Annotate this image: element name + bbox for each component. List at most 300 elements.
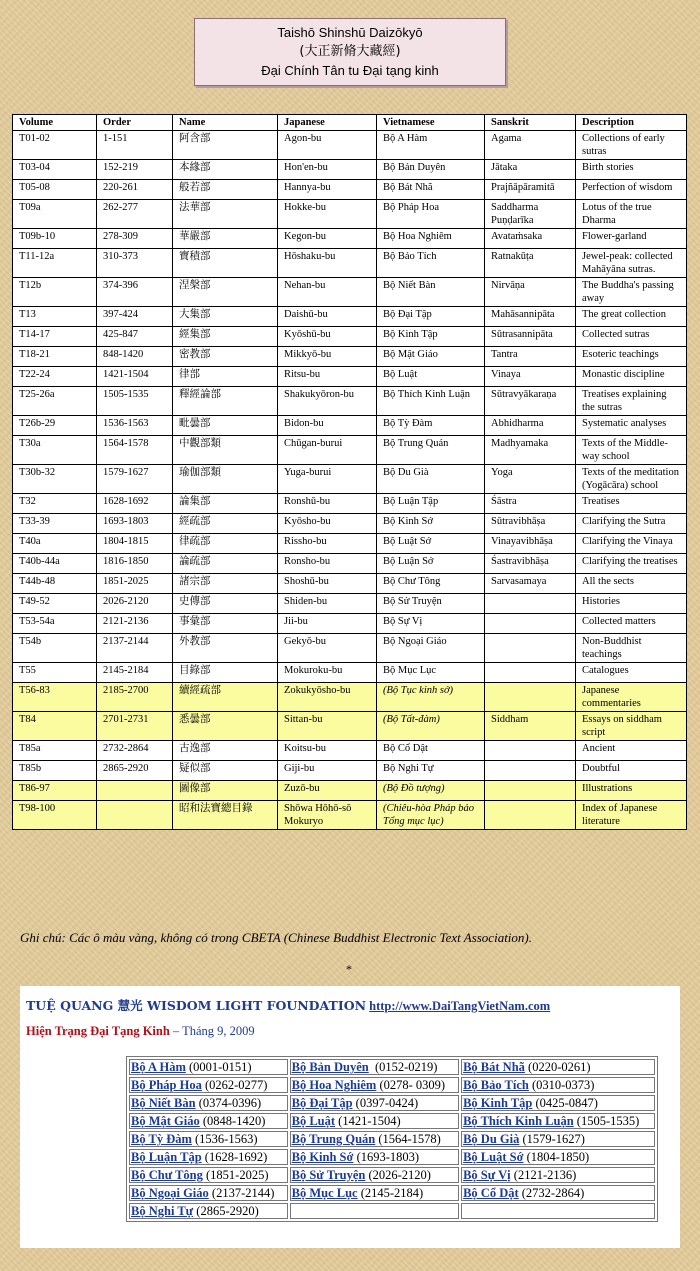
cell-japanese: Gekyō-bu xyxy=(278,634,377,663)
index-row xyxy=(129,1167,655,1183)
cell-volume: T56-83 xyxy=(13,683,97,712)
cell-order: 2701-2731 xyxy=(97,712,173,741)
cell-order: 2145-2184 xyxy=(97,663,173,683)
table-row xyxy=(13,634,687,663)
cell-volume: T26b-29 xyxy=(13,416,97,436)
index-link[interactable]: Bộ Luật Sớ xyxy=(463,1150,524,1164)
cell-volume: T18-21 xyxy=(13,347,97,367)
index-link[interactable]: Bộ Niết Bàn xyxy=(131,1096,196,1110)
cell-description: Clarifying the Sutra xyxy=(576,514,687,534)
index-row xyxy=(129,1095,655,1111)
index-cell xyxy=(129,1203,288,1219)
index-cell xyxy=(461,1149,655,1165)
cell-vietnamese: Bộ Bát Nhã xyxy=(377,180,485,200)
cell-sanskrit: Sūtrasannipāta xyxy=(485,327,576,347)
index-link[interactable]: Bộ Pháp Hoa xyxy=(131,1078,202,1092)
cell-description: Doubtful xyxy=(576,761,687,781)
cell-order: 1579-1627 xyxy=(97,465,173,494)
cell-order: 1-151 xyxy=(97,131,173,160)
index-table xyxy=(126,1056,658,1222)
cell-sanskrit: Saddharma Puṇḍarīka xyxy=(485,200,576,229)
cell-volume: T13 xyxy=(13,307,97,327)
cell-name: 中觀部類 xyxy=(173,436,278,465)
cell-volume: T09a xyxy=(13,200,97,229)
index-range: (0220-0261) xyxy=(524,1060,591,1074)
cell-volume: T30a xyxy=(13,436,97,465)
table-row xyxy=(13,200,687,229)
index-range: (1804-1850) xyxy=(523,1150,590,1164)
index-range: (0425-0847) xyxy=(532,1096,598,1110)
cell-volume: T05-08 xyxy=(13,180,97,200)
index-range: (2137-2144) xyxy=(208,1186,275,1200)
cell-name: 論集部 xyxy=(173,494,278,514)
index-cell xyxy=(129,1167,288,1183)
cell-sanskrit xyxy=(485,614,576,634)
index-cell xyxy=(129,1077,288,1093)
cell-description: The great collection xyxy=(576,307,687,327)
cell-description: Essays on siddham script xyxy=(576,712,687,741)
index-cell xyxy=(129,1149,288,1165)
cell-sanskrit: Jātaka xyxy=(485,160,576,180)
cell-order: 1816-1850 xyxy=(97,554,173,574)
cell-japanese: Mokuroku-bu xyxy=(278,663,377,683)
index-link[interactable]: Bộ Bát Nhã xyxy=(463,1060,525,1074)
index-link[interactable]: Bộ Luận Tập xyxy=(131,1150,202,1164)
cell-vietnamese: (Bộ Tục kinh sớ) xyxy=(377,683,485,712)
cell-name: 目錄部 xyxy=(173,663,278,683)
cell-vietnamese: Bộ Bản Duyên xyxy=(377,160,485,180)
cell-order: 2026-2120 xyxy=(97,594,173,614)
cell-order: 1804-1815 xyxy=(97,534,173,554)
cell-japanese: Hōshaku-bu xyxy=(278,249,377,278)
index-cell xyxy=(290,1059,459,1075)
cell-vietnamese: (Bộ Tất-đàm) xyxy=(377,712,485,741)
cell-vietnamese: Bộ Sử Truyện xyxy=(377,594,485,614)
title-box xyxy=(194,18,506,86)
cell-name: 本緣部 xyxy=(173,160,278,180)
cell-sanskrit xyxy=(485,683,576,712)
index-cell xyxy=(129,1113,288,1129)
cell-description: Ancient xyxy=(576,741,687,761)
cell-sanskrit: Prajñāpāramitā xyxy=(485,180,576,200)
index-range: (2026-2120) xyxy=(365,1168,431,1182)
index-cell xyxy=(461,1203,655,1219)
cell-japanese: Zuzō-bu xyxy=(278,781,377,801)
index-link[interactable]: Bộ Bảo Tích xyxy=(463,1078,529,1092)
cell-vietnamese: (Chiêu-hòa Pháp bảo Tổng mục lục) xyxy=(377,801,485,830)
cell-japanese: Hon'en-bu xyxy=(278,160,377,180)
cell-japanese: Jii-bu xyxy=(278,614,377,634)
index-cell xyxy=(461,1167,655,1183)
cell-japanese: Ronsho-bu xyxy=(278,554,377,574)
table-row xyxy=(13,574,687,594)
index-row xyxy=(129,1149,655,1165)
cell-description: The Buddha's passing away xyxy=(576,278,687,307)
cell-sanskrit: Sūtravibhāṣa xyxy=(485,514,576,534)
cell-description: Flower-garland xyxy=(576,229,687,249)
cell-vietnamese: Bộ Pháp Hoa xyxy=(377,200,485,229)
index-cell xyxy=(129,1095,288,1111)
foundation-panel xyxy=(20,986,680,1248)
index-link[interactable]: Bộ Kinh Tập xyxy=(463,1096,533,1110)
cell-sanskrit: Siddham xyxy=(485,712,576,741)
table-header-row xyxy=(13,115,687,131)
cell-order: 374-396 xyxy=(97,278,173,307)
cell-description: Illustrations xyxy=(576,781,687,801)
cell-vietnamese: Bộ Mật Giáo xyxy=(377,347,485,367)
foundation-url-link[interactable]: http://www.DaiTangVietNam.com xyxy=(369,999,551,1013)
cell-vietnamese: Bộ Cổ Dật xyxy=(377,741,485,761)
cell-description: Texts of the Middle-way school xyxy=(576,436,687,465)
cell-description: Treatises explaining the sutras xyxy=(576,387,687,416)
table-row xyxy=(13,347,687,367)
column-header: Description xyxy=(576,115,687,131)
index-link[interactable]: Bộ Thích Kinh Luận xyxy=(463,1114,574,1128)
cell-description: Perfection of wisdom xyxy=(576,180,687,200)
status-line xyxy=(26,1024,255,1039)
table-row xyxy=(13,761,687,781)
index-link[interactable]: Bộ Mật Giáo xyxy=(131,1114,200,1128)
cell-sanskrit: Vinaya xyxy=(485,367,576,387)
cell-japanese: Shakukyōron-bu xyxy=(278,387,377,416)
cell-volume: T01-02 xyxy=(13,131,97,160)
cell-order xyxy=(97,801,173,830)
cell-name: 諸宗部 xyxy=(173,574,278,594)
cell-japanese: Giji-bu xyxy=(278,761,377,781)
table-row xyxy=(13,741,687,761)
cell-volume: T98-100 xyxy=(13,801,97,830)
cell-vietnamese: Bộ Mục Lục xyxy=(377,663,485,683)
index-range: (1851-2025) xyxy=(202,1168,269,1182)
index-link[interactable]: Bộ Tỳ Đàm xyxy=(131,1132,192,1146)
cell-japanese: Sittan-bu xyxy=(278,712,377,741)
index-row xyxy=(129,1059,655,1075)
cell-vietnamese: Bộ Chư Tông xyxy=(377,574,485,594)
cell-description: Systematic analyses xyxy=(576,416,687,436)
cell-vietnamese: Bộ A Hàm xyxy=(377,131,485,160)
index-range: (2145-2184) xyxy=(357,1186,424,1200)
cell-vietnamese: Bộ Ngoại Giáo xyxy=(377,634,485,663)
cell-volume: T03-04 xyxy=(13,160,97,180)
table-row xyxy=(13,712,687,741)
cell-vietnamese: Bộ Luật xyxy=(377,367,485,387)
cell-name: 經疏部 xyxy=(173,514,278,534)
index-range: (0152-0219) xyxy=(368,1060,438,1074)
cell-japanese: Shōwa Hōhō-sō Mokuryo xyxy=(278,801,377,830)
cell-order: 2732-2864 xyxy=(97,741,173,761)
table-row xyxy=(13,367,687,387)
table-row xyxy=(13,180,687,200)
cell-description: Collected matters xyxy=(576,614,687,634)
index-range: (0278- 0309) xyxy=(376,1078,446,1092)
cell-vietnamese: (Bộ Đồ tượng) xyxy=(377,781,485,801)
cell-name: 密教部 xyxy=(173,347,278,367)
index-link[interactable]: Bộ Trung Quán xyxy=(291,1132,376,1146)
cell-vietnamese: Bộ Niết Bàn xyxy=(377,278,485,307)
cell-sanskrit: Śāstra xyxy=(485,494,576,514)
cell-sanskrit: Abhidharma xyxy=(485,416,576,436)
cell-sanskrit: Ratnakūṭa xyxy=(485,249,576,278)
cell-description: Jewel-peak: collected Mahāyāna sutras. xyxy=(576,249,687,278)
cell-vietnamese: Bộ Trung Quán xyxy=(377,436,485,465)
title-kanji: (大正新脩大藏經) xyxy=(299,44,401,59)
cell-vietnamese: Bộ Kinh Sớ xyxy=(377,514,485,534)
index-cell xyxy=(461,1185,655,1201)
cell-sanskrit xyxy=(485,594,576,614)
cell-sanskrit: Śastravibhāṣa xyxy=(485,554,576,574)
cell-japanese: Hannya-bu xyxy=(278,180,377,200)
cell-name: 律部 xyxy=(173,367,278,387)
index-range: (1564-1578) xyxy=(375,1132,441,1146)
cell-order: 848-1420 xyxy=(97,347,173,367)
table-row xyxy=(13,160,687,180)
cell-volume: T22-24 xyxy=(13,367,97,387)
index-range: (0397-0424) xyxy=(352,1096,419,1110)
cell-name: 法華部 xyxy=(173,200,278,229)
cell-vietnamese: Bộ Bảo Tích xyxy=(377,249,485,278)
cell-sanskrit xyxy=(485,663,576,683)
cell-volume: T25-26a xyxy=(13,387,97,416)
cell-volume: T09b-10 xyxy=(13,229,97,249)
index-range: (0374-0396) xyxy=(195,1096,262,1110)
column-header: Name xyxy=(173,115,278,131)
index-row xyxy=(129,1131,655,1147)
cell-name: 大集部 xyxy=(173,307,278,327)
foundation-name: TUỆ QUANG 慧光 WISDOM LIGHT FOUNDATION xyxy=(26,998,367,1013)
column-header: Sanskrit xyxy=(485,115,576,131)
cell-japanese: Nehan-bu xyxy=(278,278,377,307)
cell-volume: T49-52 xyxy=(13,594,97,614)
index-link[interactable]: Bộ Mục Lục xyxy=(291,1186,358,1200)
canon-table xyxy=(12,114,687,830)
index-row xyxy=(129,1203,655,1219)
cell-description: Lotus of the true Dharma xyxy=(576,200,687,229)
table-row xyxy=(13,278,687,307)
title-vietnamese: Đại Chính Tân tu Đại tạng kinh xyxy=(261,63,439,78)
cell-order: 2865-2920 xyxy=(97,761,173,781)
index-cell xyxy=(129,1185,288,1201)
table-row xyxy=(13,514,687,534)
index-cell xyxy=(290,1113,459,1129)
cell-vietnamese: Bộ Nghi Tự xyxy=(377,761,485,781)
cell-name: 瑜伽部類 xyxy=(173,465,278,494)
cell-order: 262-277 xyxy=(97,200,173,229)
cell-japanese: Yuga-burui xyxy=(278,465,377,494)
cell-order: 1505-1535 xyxy=(97,387,173,416)
cell-order: 1628-1692 xyxy=(97,494,173,514)
cell-volume: T53-54a xyxy=(13,614,97,634)
index-link[interactable]: Bộ Kinh Sớ xyxy=(291,1150,354,1164)
table-row xyxy=(13,327,687,347)
cell-description: Collections of early sutras xyxy=(576,131,687,160)
index-link[interactable]: Bộ Đại Tập xyxy=(291,1096,353,1110)
index-cell xyxy=(290,1077,459,1093)
status-title: Hiện Trạng Đại Tạng Kinh xyxy=(26,1024,170,1038)
cell-japanese: Mikkyō-bu xyxy=(278,347,377,367)
cell-sanskrit: Sūtravyākaraṇa xyxy=(485,387,576,416)
cell-volume: T84 xyxy=(13,712,97,741)
cell-vietnamese: Bộ Kinh Tập xyxy=(377,327,485,347)
index-cell xyxy=(290,1167,459,1183)
cell-order: 278-309 xyxy=(97,229,173,249)
table-row xyxy=(13,465,687,494)
index-row xyxy=(129,1185,655,1201)
index-link[interactable]: Bộ Bản Duyên xyxy=(291,1060,369,1074)
index-link[interactable]: Bộ Du Già xyxy=(463,1132,520,1146)
cell-name: 續經疏部 xyxy=(173,683,278,712)
cell-japanese: Ronshū-bu xyxy=(278,494,377,514)
cell-volume: T14-17 xyxy=(13,327,97,347)
cell-order: 1536-1563 xyxy=(97,416,173,436)
cell-name: 昭和法寶總目錄 xyxy=(173,801,278,830)
cell-japanese: Shiden-bu xyxy=(278,594,377,614)
column-header: Order xyxy=(97,115,173,131)
cell-volume: T55 xyxy=(13,663,97,683)
index-link[interactable]: Bộ Cổ Dật xyxy=(463,1186,519,1200)
index-range: (1421-1504) xyxy=(335,1114,401,1128)
index-link[interactable]: Bộ Sự Vị xyxy=(463,1168,511,1182)
index-cell xyxy=(461,1059,655,1075)
cell-sanskrit: Madhyamaka xyxy=(485,436,576,465)
index-cell xyxy=(290,1203,459,1219)
cell-sanskrit: Mahāsannipāta xyxy=(485,307,576,327)
index-link[interactable]: Bộ A Hàm xyxy=(131,1060,186,1074)
cell-name: 事彙部 xyxy=(173,614,278,634)
cell-volume: T11-12a xyxy=(13,249,97,278)
index-range: (2865-2920) xyxy=(193,1204,259,1218)
table-row xyxy=(13,614,687,634)
index-link[interactable]: Bộ Sử Truyện xyxy=(291,1168,366,1182)
cell-description: Index of Japanese literature xyxy=(576,801,687,830)
table-row xyxy=(13,436,687,465)
cell-name: 悉曇部 xyxy=(173,712,278,741)
cell-sanskrit xyxy=(485,781,576,801)
cell-order: 425-847 xyxy=(97,327,173,347)
cell-description: Birth stories xyxy=(576,160,687,180)
cell-japanese: Rissho-bu xyxy=(278,534,377,554)
cell-japanese: Hokke-bu xyxy=(278,200,377,229)
cell-sanskrit xyxy=(485,761,576,781)
cell-order xyxy=(97,781,173,801)
index-cell xyxy=(129,1131,288,1147)
cell-volume: T32 xyxy=(13,494,97,514)
index-range: (2121-2136) xyxy=(510,1168,577,1182)
cell-name: 律疏部 xyxy=(173,534,278,554)
cell-name: 外教部 xyxy=(173,634,278,663)
cell-sanskrit: Vinayavibhāṣa xyxy=(485,534,576,554)
table-row xyxy=(13,131,687,160)
cell-order: 1421-1504 xyxy=(97,367,173,387)
cell-order: 2137-2144 xyxy=(97,634,173,663)
cell-order: 220-261 xyxy=(97,180,173,200)
cell-description: Catalogues xyxy=(576,663,687,683)
cell-japanese: Zokukyōsho-bu xyxy=(278,683,377,712)
table-row xyxy=(13,594,687,614)
cell-description: Texts of the meditation (Yogācāra) school xyxy=(576,465,687,494)
cell-name: 毗曇部 xyxy=(173,416,278,436)
cell-description: All the sects xyxy=(576,574,687,594)
cell-sanskrit xyxy=(485,741,576,761)
cell-volume: T40a xyxy=(13,534,97,554)
index-range: (1693-1803) xyxy=(353,1150,420,1164)
cell-sanskrit: Avataṁsaka xyxy=(485,229,576,249)
cell-order: 397-424 xyxy=(97,307,173,327)
cell-japanese: Daishū-bu xyxy=(278,307,377,327)
cell-sanskrit: Yoga xyxy=(485,465,576,494)
cell-volume: T44b-48 xyxy=(13,574,97,594)
table-row xyxy=(13,387,687,416)
index-cell xyxy=(461,1095,655,1111)
cell-vietnamese: Bộ Luận Sớ xyxy=(377,554,485,574)
index-link[interactable]: Bộ Hoa Nghiêm xyxy=(291,1078,377,1092)
cell-sanskrit: Agama xyxy=(485,131,576,160)
index-link[interactable]: Bộ Chư Tông xyxy=(131,1168,203,1182)
cell-vietnamese: Bộ Luận Tập xyxy=(377,494,485,514)
cell-vietnamese: Bộ Đại Tập xyxy=(377,307,485,327)
cell-sanskrit: Sarvasamaya xyxy=(485,574,576,594)
cell-japanese: Koitsu-bu xyxy=(278,741,377,761)
cell-volume: T40b-44a xyxy=(13,554,97,574)
cell-description: Clarifying the treatises xyxy=(576,554,687,574)
foundation-line xyxy=(26,996,550,1014)
index-range: (1579-1627) xyxy=(519,1132,585,1146)
index-range: (1628-1692) xyxy=(201,1150,268,1164)
cell-volume: T30b-32 xyxy=(13,465,97,494)
title-romaji: Taishō Shinshū Daizōkyō xyxy=(277,25,423,40)
cell-name: 華嚴部 xyxy=(173,229,278,249)
index-range: (0310-0373) xyxy=(528,1078,595,1092)
cell-volume: T85b xyxy=(13,761,97,781)
cell-volume: T85a xyxy=(13,741,97,761)
cell-vietnamese: Bộ Luật Sớ xyxy=(377,534,485,554)
index-cell xyxy=(461,1131,655,1147)
cell-order: 152-219 xyxy=(97,160,173,180)
table-row xyxy=(13,781,687,801)
table-row xyxy=(13,249,687,278)
cell-vietnamese: Bộ Sự Vị xyxy=(377,614,485,634)
cell-name: 釋經論部 xyxy=(173,387,278,416)
cell-vietnamese: Bộ Hoa Nghiêm xyxy=(377,229,485,249)
cell-description: Clarifying the Vinaya xyxy=(576,534,687,554)
cell-vietnamese: Bộ Tỳ Đàm xyxy=(377,416,485,436)
cell-japanese: Bidon-bu xyxy=(278,416,377,436)
cell-order: 2185-2700 xyxy=(97,683,173,712)
cell-order: 2121-2136 xyxy=(97,614,173,634)
index-row xyxy=(129,1113,655,1129)
table-row xyxy=(13,663,687,683)
index-link[interactable]: Bộ Nghi Tự xyxy=(131,1204,194,1218)
index-link[interactable]: Bộ Luật xyxy=(291,1114,336,1128)
cell-order: 1564-1578 xyxy=(97,436,173,465)
separator-asterisk: * xyxy=(346,962,352,976)
cell-name: 圖像部 xyxy=(173,781,278,801)
note-text: Ghi chú: Các ô màu vàng, không có trong CBETA (Chinese Buddhist Electronic Text Association). xyxy=(20,930,532,945)
cell-description: Monastic discipline xyxy=(576,367,687,387)
index-range: (1536-1563) xyxy=(191,1132,258,1146)
index-range: (0262-0277) xyxy=(201,1078,268,1092)
table-row xyxy=(13,534,687,554)
cell-sanskrit xyxy=(485,634,576,663)
index-link[interactable]: Bộ Ngoại Giáo xyxy=(131,1186,209,1200)
cell-name: 寶積部 xyxy=(173,249,278,278)
index-cell xyxy=(290,1131,459,1147)
cell-description: Non-Buddhist teachings xyxy=(576,634,687,663)
index-cell xyxy=(290,1149,459,1165)
table-row xyxy=(13,494,687,514)
table-row xyxy=(13,801,687,830)
cell-sanskrit: Nirvāṇa xyxy=(485,278,576,307)
cell-description: Collected sutras xyxy=(576,327,687,347)
